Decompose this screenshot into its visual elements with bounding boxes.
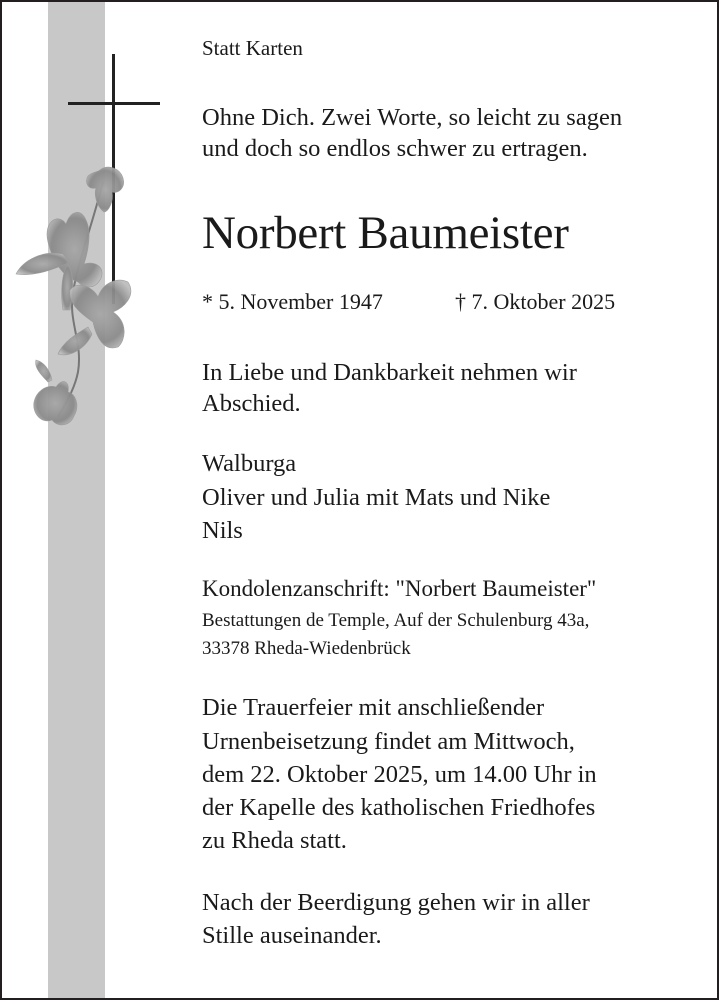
closing-line-2: Stille auseinander. (202, 922, 382, 949)
mourner-1: Walburga (202, 450, 297, 477)
poem-line-1: Ohne Dich. Zwei Worte, so leicht zu sagen (202, 104, 623, 131)
condolence-address-2: 33378 Rheda-Wiedenbrück (202, 638, 411, 659)
ivy-leaves-icon (8, 162, 138, 432)
intro-text: Statt Karten (202, 36, 303, 60)
decorative-stripe (48, 2, 105, 998)
poem-line-2: und doch so endlos schwer zu ertragen. (202, 135, 588, 162)
farewell-line-2: Abschied. (202, 390, 301, 417)
condolence-heading: Kondolenzanschrift: "Norbert Baumeister" (202, 576, 597, 601)
farewell-line-1: In Liebe und Dankbarkeit nehmen wir (202, 359, 577, 386)
ceremony-line-5: zu Rheda statt. (202, 827, 347, 854)
death-date: † 7. Oktober 2025 (455, 289, 616, 314)
mourner-3: Nils (202, 517, 243, 544)
ceremony-line-1: Die Trauerfeier mit anschließender (202, 694, 545, 721)
mourner-2: Oliver und Julia mit Mats und Nike (202, 484, 551, 511)
ceremony-line-2: Urnenbeisetzung findet am Mittwoch, (202, 728, 575, 755)
birth-date: * 5. November 1947 (202, 289, 383, 314)
closing-line-1: Nach der Beerdigung gehen wir in aller (202, 889, 590, 916)
deceased-name: Norbert Baumeister (202, 207, 569, 259)
cross-icon-bar (68, 102, 160, 105)
ceremony-line-3: dem 22. Oktober 2025, um 14.00 Uhr in (202, 761, 597, 788)
condolence-address-1: Bestattungen de Temple, Auf der Schulenburg 43a, (202, 610, 590, 631)
ceremony-line-4: der Kapelle des katholischen Friedhofes (202, 794, 596, 821)
